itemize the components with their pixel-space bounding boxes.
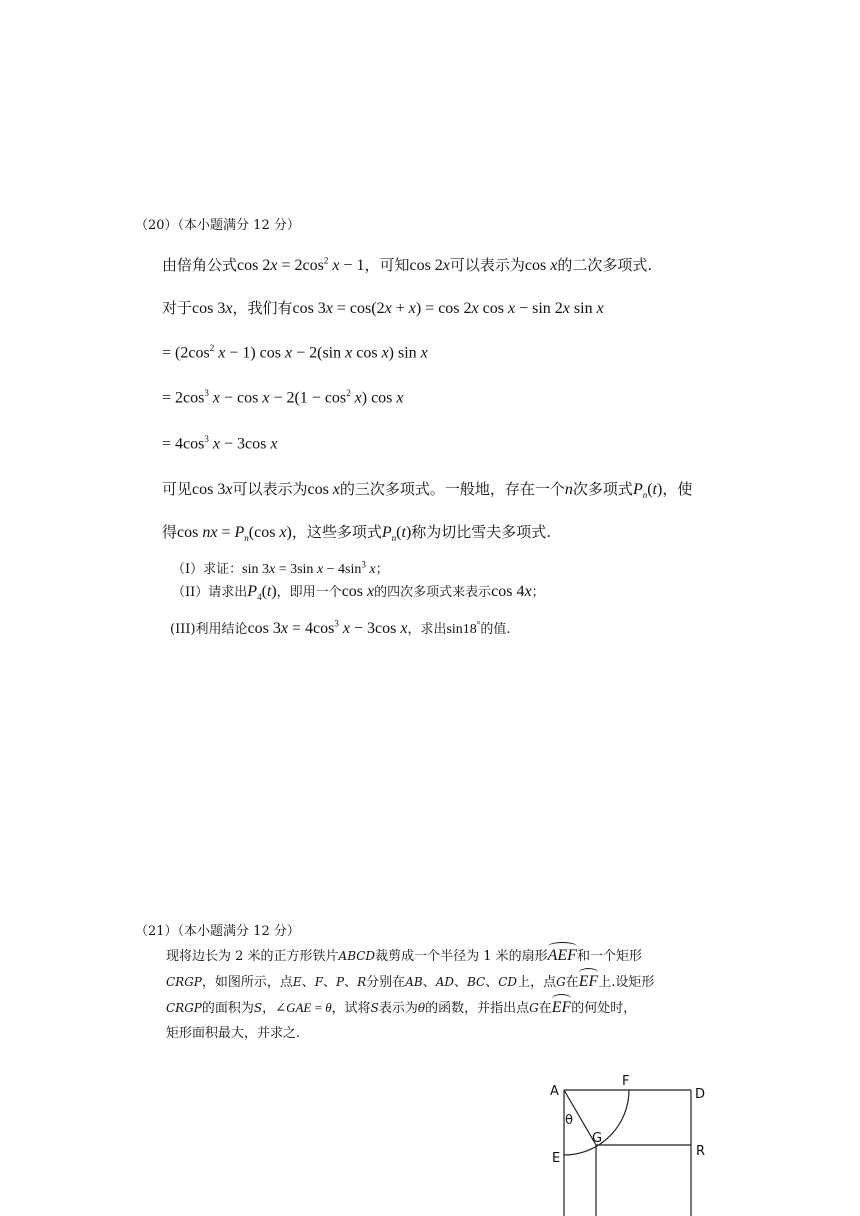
label-D: D <box>695 1087 706 1102</box>
q21-arc-EF-1: EF <box>578 973 599 990</box>
q21-angle: ∠GAE = θ <box>275 1000 332 1015</box>
label-F: F <box>622 1074 630 1089</box>
q21-l2-e: 在 <box>565 975 579 990</box>
q21-l3-e: 表示为 <box>378 1001 418 1016</box>
q21-l1-c: 和一个矩形 <box>576 949 642 964</box>
q20-intro-d: 的二次多项式. <box>557 256 653 274</box>
q20-intro-a: 由倍角公式 <box>162 256 238 274</box>
q20-part3-b: ，求出 <box>407 622 447 637</box>
q20-part1 <box>172 558 389 578</box>
q21-line3: CRGP的面积为S，∠GAE = θ，试将S表示为θ的函数，并指出点G在EF的何处时， <box>166 999 637 1016</box>
q20-part2-end: ； <box>531 585 545 600</box>
q20-for-a: 对于 <box>162 299 193 317</box>
label-theta: θ <box>565 1113 573 1128</box>
q20-for-b: ，我们有 <box>232 299 293 317</box>
q20-def-c: 称为切比雪夫多项式. <box>411 523 552 541</box>
q21-line2: CRGP，如图所示，点E、F、P、R分别在AB、AD、BC、CD上，点G在EF上.设矩形 <box>166 973 655 990</box>
q21-line1: 现将边长为 2 米的正方形铁片ABCD裁剪成一个半径为 1 米的扇形AEF和一个矩形 <box>166 947 642 964</box>
q20-part2-b: ，即用一个 <box>276 585 342 600</box>
q21-line4: 矩形面积最大，并求之. <box>166 1026 301 1041</box>
q20-intro <box>162 254 652 275</box>
q20-concl-cos3x: cos 3x <box>192 481 233 498</box>
q20-concl-b: 可以表示为 <box>232 480 308 498</box>
q20-def-b: ，这些多项式 <box>291 523 382 541</box>
q20-part2-cos4x: cos 4x <box>491 583 532 600</box>
label-G: G <box>592 1131 603 1146</box>
q20-part3 <box>170 618 511 638</box>
label-A: A <box>550 1084 559 1099</box>
q20-intro-formula: $\cos 2x = 2\cos^2$ x − 1 <box>237 255 365 274</box>
q20-for-line <box>162 297 604 318</box>
q21-l2-f: 上.设矩形 <box>598 975 655 990</box>
q20-step3: = $4\cos^3$ x − 3cos x <box>162 434 278 453</box>
q20-intro-c: 可以表示为 <box>449 256 525 274</box>
q21-figure <box>540 1070 710 1216</box>
label-R: R <box>696 1144 706 1159</box>
q21-l3-h: 的何处时， <box>571 1001 637 1016</box>
q20-def-a: 得 <box>162 523 178 541</box>
q20-intro-b: ，可知 <box>364 256 410 274</box>
q20-for-cos3x: cos 3x <box>192 300 233 317</box>
q21-l3-b: 的面积为 <box>201 1001 254 1016</box>
q21-arc-EF-2: EF <box>551 999 572 1016</box>
q20-part1-label: （I）求证： <box>172 562 243 577</box>
q21-l3-f: 的函数，并指出点 <box>425 1001 530 1016</box>
q20-part2-cosx: cos x <box>341 583 375 600</box>
q20-intro-cosx: cos x <box>524 257 558 274</box>
q20-concl-e: ，使 <box>662 480 693 498</box>
q20-header: （20）（本小题满分 12 分） <box>135 218 300 233</box>
q21-arc-AEF: AEF <box>547 947 577 964</box>
q20-part3-formula: $\cos 3x = 4\cos^3$ x − 3cos x <box>247 618 408 637</box>
q21-l3-g: 在 <box>538 1001 552 1016</box>
q21-header: （21）（本小题满分 12 分） <box>135 924 300 939</box>
q20-intro-cos2x: cos 2x <box>409 257 450 274</box>
q20-concl-cosx: cos x <box>307 481 340 498</box>
q20-step2: = $2\cos^3$ $x - \cos x - 2(1 - \cos^2 x)$ cos x <box>162 388 404 407</box>
q20-concl-d: 次多项式 <box>572 480 633 498</box>
q21-l2-c: 分别在 <box>366 975 406 990</box>
q20-part2-c: 的四次多项式来表示 <box>374 585 492 600</box>
q20-for-formula: cos 3x = cos(2x + x) = cos 2x cos x − sin 2x sin x <box>292 300 604 317</box>
q21-l1-a: 现将边长为 2 米的正方形铁片 <box>166 949 339 964</box>
q21-l3-c: ， <box>262 1001 276 1016</box>
q21-l2-b: ，如图所示，点 <box>201 975 293 990</box>
q21-l1-b: 裁剪成一个半径为 1 米的扇形 <box>375 949 548 964</box>
q20-concl-Pn: $P_n(t)$ <box>632 481 663 501</box>
q20-def-formula: cos nx = $P_n(\cos$ x) <box>177 524 292 544</box>
q20-part2-P4: $P_4(t)$ <box>247 583 277 603</box>
q20-def-Pn: $P_n(t)$ <box>381 524 412 544</box>
q21-l3-d: ，试将 <box>331 1001 371 1016</box>
q21-l2-d: 上，点 <box>517 975 557 990</box>
q20-concl-c: 的三次多项式。一般地，存在一个 <box>339 480 565 498</box>
q20-part3-sin18: sin18° <box>446 619 481 637</box>
q20-part1-formula: sin 3x = 3sin $x - 4\sin^3$ x <box>242 559 376 577</box>
q20-conclusion <box>162 478 692 500</box>
label-E: E <box>552 1151 561 1166</box>
q20-part3-c: 的值. <box>480 622 511 637</box>
q20-part3-label: (III)利用结论 <box>170 622 248 637</box>
q20-concl-a: 可见 <box>162 480 193 498</box>
q20-concl-n: n <box>564 481 573 498</box>
q20-part2 <box>172 581 545 602</box>
q20-part2-label: （II）请求出 <box>172 585 248 600</box>
q20-part1-end: ； <box>375 562 389 577</box>
q20-definition <box>162 521 551 543</box>
q20-step1: = ($2\cos^2$ x − 1) cos x − 2(sin x cos x) sin x <box>162 343 428 362</box>
